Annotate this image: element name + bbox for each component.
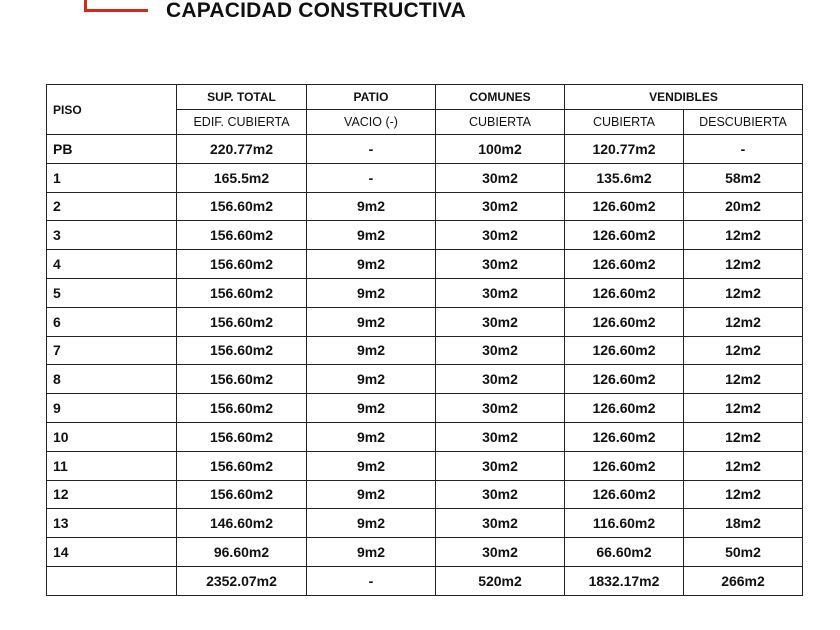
table-cell: 96.60m2 bbox=[177, 538, 307, 567]
table-cell: 126.60m2 bbox=[565, 422, 684, 451]
piso-cell: 5 bbox=[47, 278, 177, 307]
table-cell: 9m2 bbox=[307, 278, 436, 307]
table-cell: 12m2 bbox=[684, 307, 803, 336]
table-row bbox=[47, 422, 803, 451]
table-cell: 30m2 bbox=[436, 336, 565, 365]
table-cell: 30m2 bbox=[436, 192, 565, 221]
table-cell: 9m2 bbox=[307, 365, 436, 394]
total-cell: 520m2 bbox=[436, 566, 565, 595]
table-cell: 156.60m2 bbox=[177, 278, 307, 307]
table-cell: 156.60m2 bbox=[177, 192, 307, 221]
red-bracket-mark bbox=[84, 0, 148, 12]
table-cell: - bbox=[307, 163, 436, 192]
table-row bbox=[47, 163, 803, 192]
table-cell: 9m2 bbox=[307, 538, 436, 567]
table-cell: 126.60m2 bbox=[565, 250, 684, 279]
table-row bbox=[47, 509, 803, 538]
table-cell: 30m2 bbox=[436, 480, 565, 509]
table-cell: 58m2 bbox=[684, 163, 803, 192]
table-cell: 12m2 bbox=[684, 480, 803, 509]
table-row bbox=[47, 538, 803, 567]
total-cell: 2352.07m2 bbox=[177, 566, 307, 595]
table-cell: 30m2 bbox=[436, 394, 565, 423]
table-cell: 156.60m2 bbox=[177, 307, 307, 336]
header-sup-total: SUP. TOTAL bbox=[177, 85, 307, 110]
table-cell: 20m2 bbox=[684, 192, 803, 221]
table-row bbox=[47, 394, 803, 423]
piso-cell: PB bbox=[47, 135, 177, 164]
table-cell: 30m2 bbox=[436, 163, 565, 192]
table-cell: 9m2 bbox=[307, 192, 436, 221]
table-cell: 116.60m2 bbox=[565, 509, 684, 538]
table-cell: 9m2 bbox=[307, 250, 436, 279]
table-cell: 126.60m2 bbox=[565, 336, 684, 365]
table-cell: 9m2 bbox=[307, 221, 436, 250]
total-cell: 266m2 bbox=[684, 566, 803, 595]
table-cell: 12m2 bbox=[684, 394, 803, 423]
table-cell: 165.5m2 bbox=[177, 163, 307, 192]
header-vendibles-cubierta: CUBIERTA bbox=[565, 110, 684, 135]
header-comunes: COMUNES bbox=[436, 85, 565, 110]
table-cell: 9m2 bbox=[307, 394, 436, 423]
table-cell: 126.60m2 bbox=[565, 221, 684, 250]
page-title: CAPACIDAD CONSTRUCTIVA bbox=[166, 0, 466, 22]
table-cell: 9m2 bbox=[307, 509, 436, 538]
table-cell: 156.60m2 bbox=[177, 451, 307, 480]
table-cell: 126.60m2 bbox=[565, 365, 684, 394]
table-cell: 9m2 bbox=[307, 422, 436, 451]
table-cell: 30m2 bbox=[436, 307, 565, 336]
table-cell: - bbox=[307, 135, 436, 164]
piso-cell: 8 bbox=[47, 365, 177, 394]
table-row bbox=[47, 221, 803, 250]
table-row bbox=[47, 192, 803, 221]
table-cell: 156.60m2 bbox=[177, 336, 307, 365]
piso-cell: 11 bbox=[47, 451, 177, 480]
table-cell: 12m2 bbox=[684, 422, 803, 451]
piso-cell: 14 bbox=[47, 538, 177, 567]
piso-cell: 6 bbox=[47, 307, 177, 336]
table-row bbox=[47, 250, 803, 279]
table-cell: 156.60m2 bbox=[177, 365, 307, 394]
table-cell: 12m2 bbox=[684, 336, 803, 365]
piso-cell: 1 bbox=[47, 163, 177, 192]
table-cell: 146.60m2 bbox=[177, 509, 307, 538]
table-cell: 9m2 bbox=[307, 336, 436, 365]
table-cell: 156.60m2 bbox=[177, 394, 307, 423]
table-cell: 30m2 bbox=[436, 538, 565, 567]
table-cell: 30m2 bbox=[436, 509, 565, 538]
table-cell: 30m2 bbox=[436, 250, 565, 279]
piso-cell: 9 bbox=[47, 394, 177, 423]
table-cell: 156.60m2 bbox=[177, 480, 307, 509]
table-cell: 126.60m2 bbox=[565, 307, 684, 336]
header-patio: PATIO bbox=[307, 85, 436, 110]
header-vendibles: VENDIBLES bbox=[565, 85, 803, 110]
table-row bbox=[47, 135, 803, 164]
table-cell: 30m2 bbox=[436, 278, 565, 307]
table-cell: 135.6m2 bbox=[565, 163, 684, 192]
table-cell: 100m2 bbox=[436, 135, 565, 164]
header-patio-sub: VACIO (-) bbox=[307, 110, 436, 135]
header-vendibles-descubierta: DESCUBIERTA bbox=[684, 110, 803, 135]
table-row bbox=[47, 451, 803, 480]
piso-cell: 3 bbox=[47, 221, 177, 250]
table-cell: 12m2 bbox=[684, 250, 803, 279]
table-cell: 126.60m2 bbox=[565, 480, 684, 509]
piso-cell: 2 bbox=[47, 192, 177, 221]
total-cell: 1832.17m2 bbox=[565, 566, 684, 595]
table-cell: 9m2 bbox=[307, 451, 436, 480]
table-row bbox=[47, 480, 803, 509]
table-cell: 126.60m2 bbox=[565, 451, 684, 480]
header-piso: PISO bbox=[47, 85, 177, 135]
table-cell: 120.77m2 bbox=[565, 135, 684, 164]
table-cell: 156.60m2 bbox=[177, 422, 307, 451]
table-cell: 9m2 bbox=[307, 307, 436, 336]
piso-cell: 4 bbox=[47, 250, 177, 279]
header-comunes-sub: CUBIERTA bbox=[436, 110, 565, 135]
table-cell: 30m2 bbox=[436, 422, 565, 451]
table-row bbox=[47, 307, 803, 336]
piso-cell: 10 bbox=[47, 422, 177, 451]
table-cell: 220.77m2 bbox=[177, 135, 307, 164]
table-cell: 156.60m2 bbox=[177, 250, 307, 279]
capacity-table bbox=[46, 84, 803, 596]
table-cell: 50m2 bbox=[684, 538, 803, 567]
table-cell: 126.60m2 bbox=[565, 192, 684, 221]
table-row bbox=[47, 278, 803, 307]
table-cell: 30m2 bbox=[436, 365, 565, 394]
totals-row bbox=[47, 566, 803, 595]
table-cell: 30m2 bbox=[436, 221, 565, 250]
total-cell bbox=[47, 566, 177, 595]
table-row bbox=[47, 365, 803, 394]
table-cell: - bbox=[684, 135, 803, 164]
table-cell: 126.60m2 bbox=[565, 394, 684, 423]
table-cell: 12m2 bbox=[684, 278, 803, 307]
table-cell: 12m2 bbox=[684, 221, 803, 250]
table-cell: 156.60m2 bbox=[177, 221, 307, 250]
piso-cell: 12 bbox=[47, 480, 177, 509]
piso-cell: 7 bbox=[47, 336, 177, 365]
table-body bbox=[47, 135, 803, 567]
header-sup-total-sub: EDIF. CUBIERTA bbox=[177, 110, 307, 135]
table-cell: 9m2 bbox=[307, 480, 436, 509]
table-cell: 12m2 bbox=[684, 365, 803, 394]
table-cell: 66.60m2 bbox=[565, 538, 684, 567]
table-cell: 18m2 bbox=[684, 509, 803, 538]
header-row-main bbox=[47, 85, 803, 110]
table-cell: 12m2 bbox=[684, 451, 803, 480]
table-cell: 126.60m2 bbox=[565, 278, 684, 307]
total-cell: - bbox=[307, 566, 436, 595]
table-row bbox=[47, 336, 803, 365]
table-cell: 30m2 bbox=[436, 451, 565, 480]
piso-cell: 13 bbox=[47, 509, 177, 538]
